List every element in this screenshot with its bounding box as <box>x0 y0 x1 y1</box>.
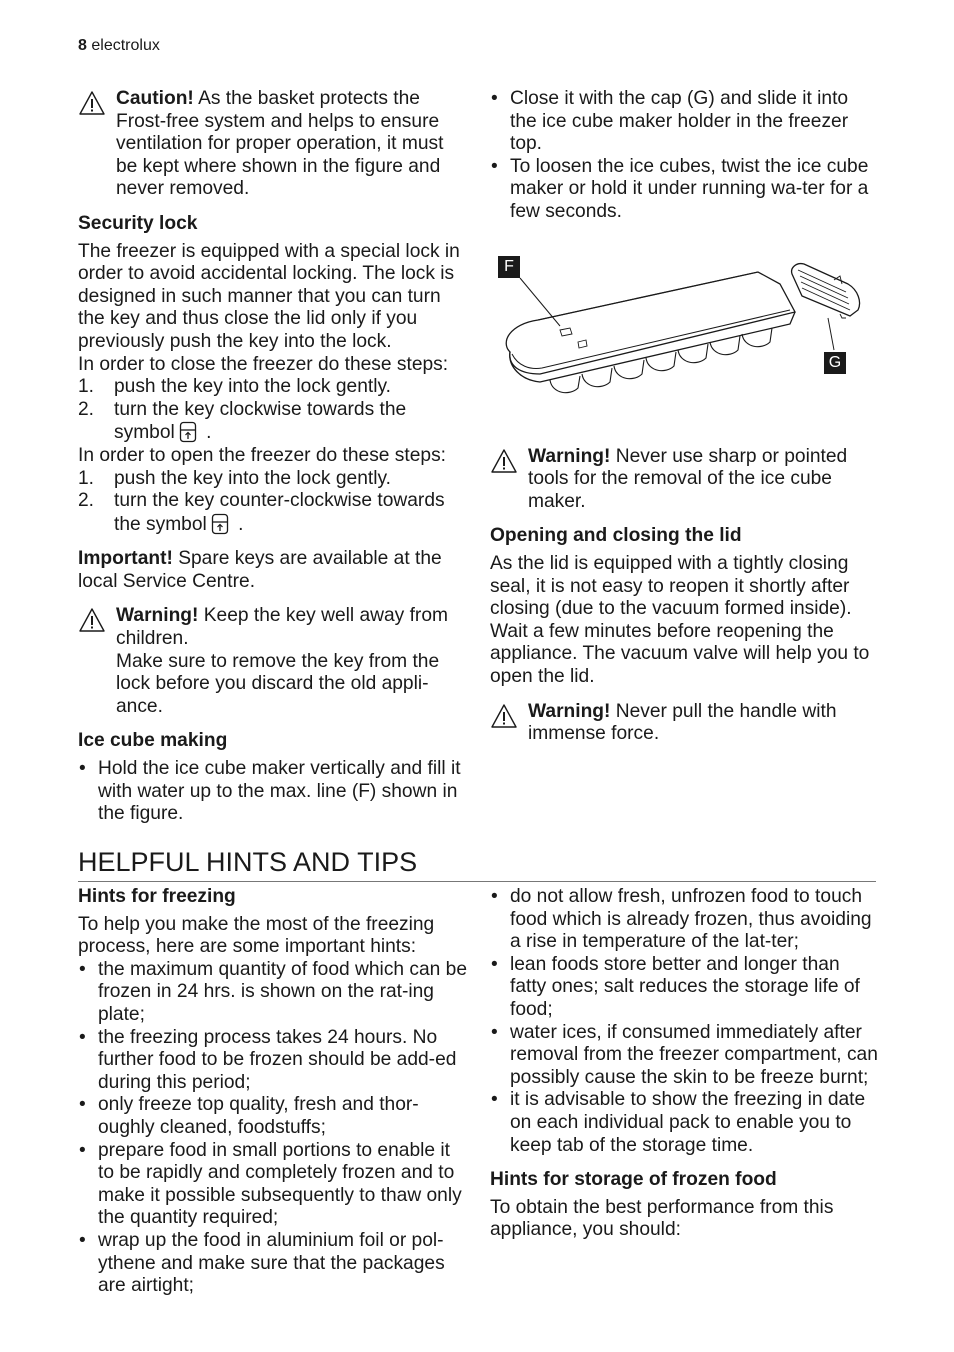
hints-freezing-heading: Hints for freezing <box>78 886 236 907</box>
ice-cube-list <box>78 758 468 826</box>
list-item: • Hold the ice cube maker vertically and fill it with water up to the max. line (F) shown in the figure. <box>78 758 468 826</box>
warning-lead: Warning! <box>116 605 199 627</box>
warning-body: Never use sharp or pointed tools for the removal of the ice cube maker. <box>528 445 848 512</box>
hints-freezing-intro: To help you make the most of the freezing process, here are some important hints: <box>78 913 435 958</box>
important-note <box>78 548 468 593</box>
list-item: • only freeze top quality, fresh and thor-oughly cleaned, foodstuffs; <box>78 1094 468 1139</box>
warning-body: Keep the key well away from children. <box>116 605 448 650</box>
warning-handle-text <box>528 701 880 746</box>
list-item: • water ices, if consumed immediately after removal from the freezer compartment, can possibly cause the skin to be freeze burnt; <box>490 1022 880 1090</box>
hints-left-column <box>78 886 468 1298</box>
ice-cube-heading: Ice cube making <box>78 730 228 752</box>
lock-symbol-icon <box>179 421 197 443</box>
warning-triangle-icon <box>78 90 106 116</box>
step-number: 1. <box>78 467 95 489</box>
list-item: • prepare food in small portions to enable it to be rapidly and completely frozen and to make it possible subsequently to thaw only the quantity required; <box>78 1140 468 1230</box>
ice-cube-maker-figure <box>490 257 880 432</box>
close-steps-intro: In order to close the freezer do these steps: <box>78 353 449 375</box>
lid-text: As the lid is equipped with a tightly closing seal, it is not easy to reopen it shortly after closing (due to the vacuum formed inside). Wait a few minutes before reopening the appliance. The vacuum valve will help you to open the lid. <box>490 552 870 687</box>
list-item <box>78 468 468 491</box>
warning-triangle-icon <box>490 703 518 729</box>
hints-storage-heading: Hints for storage of frozen food <box>490 1169 777 1191</box>
step-text: turn the key counter-clockwise towards the symbol <box>114 490 445 535</box>
caution-text <box>116 88 468 201</box>
security-lock-heading: Security lock <box>78 212 198 234</box>
warning-key-text <box>116 605 468 650</box>
close-steps-list <box>78 376 468 445</box>
step-text: turn the key clockwise towards the symbol <box>114 398 407 444</box>
warning-tools-text <box>528 446 880 514</box>
step-number: 2. <box>78 490 95 512</box>
warning-key-text-2: Make sure to remove the key from the lock before you discard the old appli-ance. <box>116 650 440 717</box>
step-end: . <box>200 422 212 444</box>
figure-label-g: G <box>824 352 846 374</box>
list-item <box>78 399 468 445</box>
caution-body: As the basket protects the Frost-free system and helps to ensure ventilation for proper operation, it must be kept where shown in the figure and never removed. <box>116 88 444 200</box>
step-end: . <box>232 513 244 535</box>
step-text: push the key into the lock gently. <box>114 467 391 489</box>
caution-notice <box>78 88 468 201</box>
warning-lead: Warning! <box>528 445 611 467</box>
open-steps-intro: In order to open the freezer do these steps: <box>78 444 446 466</box>
unlock-symbol-icon <box>211 513 229 535</box>
open-steps-list <box>78 468 468 537</box>
lid-heading: Opening and closing the lid <box>490 525 742 547</box>
ice-cube-tray-illustration <box>490 262 880 432</box>
important-body: Spare keys are available at the local Service Centre. <box>78 548 442 592</box>
warning-body: Never pull the handle with immense force. <box>528 700 837 745</box>
warning-tools-notice <box>490 446 880 514</box>
hints-right-column <box>490 886 880 1242</box>
list-item: • Close it with the cap (G) and slide it into the ice cube maker holder in the freezer top. <box>490 88 880 156</box>
left-column <box>78 88 468 826</box>
security-lock-intro: The freezer is equipped with a special lock in order to avoid accidental locking. The lock is designed in such manner that you can turn the key and thus close the lid only if you previously push the key into the lock. <box>78 240 460 352</box>
hints-freezing-list <box>78 959 468 1298</box>
important-lead: Important! <box>78 548 173 570</box>
list-item: • lean foods store better and longer than fatty ones; salt reduces the storage life of food; <box>490 954 880 1022</box>
list-item <box>78 490 468 536</box>
list-item: • the maximum quantity of food which can be frozen in 24 hrs. is shown on the rat-ing plate; <box>78 959 468 1027</box>
section-title: HELPFUL HINTS AND TIPS <box>78 846 876 882</box>
warning-triangle-icon <box>490 448 518 474</box>
page-header <box>78 36 160 56</box>
list-item <box>78 376 468 399</box>
figure-label-f: F <box>498 256 520 278</box>
list-item: • do not allow fresh, unfrozen food to touch food which is already frozen, thus avoiding a rise in temperature of the lat-ter; <box>490 886 880 954</box>
list-item: • it is advisable to show the freezing in date on each individual pack to enable you to keep tab of the storage time. <box>490 1089 880 1157</box>
hints-freezing-list-continued <box>490 886 880 1157</box>
ice-cube-steps-list <box>490 88 880 224</box>
step-text: push the key into the lock gently. <box>114 376 391 398</box>
step-number: 1. <box>78 376 95 398</box>
warning-key-notice <box>78 605 468 718</box>
list-item: • the freezing process takes 24 hours. No further food to be frozen should be add-ed during this period; <box>78 1027 468 1095</box>
list-item: • wrap up the food in aluminium foil or pol-ythene and make sure that the packages are airtight; <box>78 1230 468 1298</box>
list-item: • To loosen the ice cubes, twist the ice cube maker or hold it under running wa-ter for a few seconds. <box>490 156 880 224</box>
caution-lead: Caution! <box>116 88 194 109</box>
warning-handle-notice <box>490 701 880 746</box>
warning-lead: Warning! <box>528 700 611 722</box>
page-number: 8 <box>78 37 87 54</box>
warning-triangle-icon <box>78 607 106 633</box>
hints-storage-intro: To obtain the best performance from this appliance, you should: <box>490 1196 834 1241</box>
right-column <box>490 88 880 746</box>
step-number: 2. <box>78 398 95 420</box>
brand-name: electrolux <box>91 37 160 54</box>
